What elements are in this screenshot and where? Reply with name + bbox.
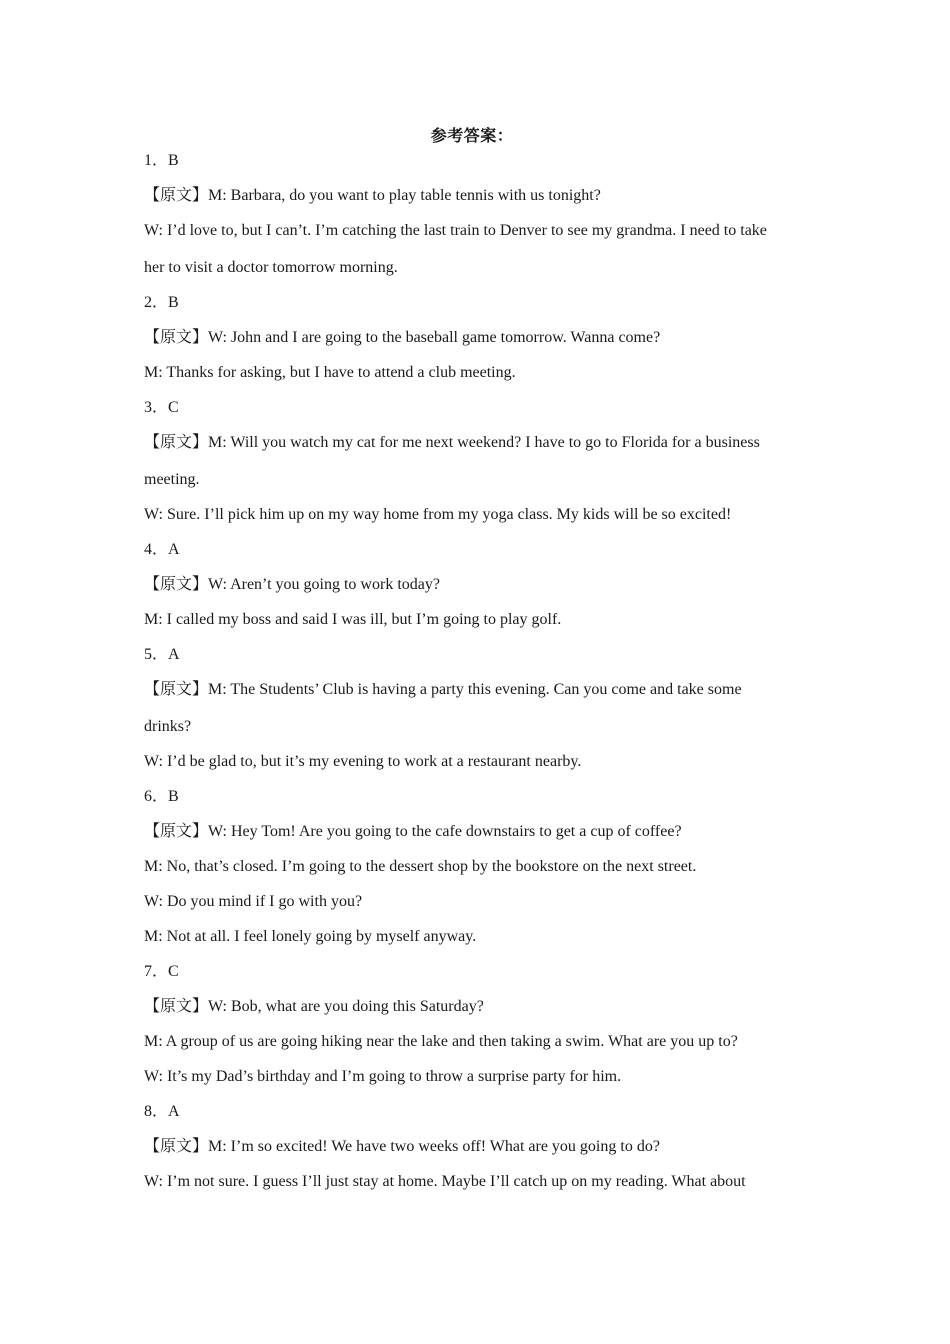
transcript-line: M: Not at all. I feel lonely going by myself anyway. bbox=[144, 928, 477, 945]
transcript-line: W: I’d be glad to, but it’s my evening to work at a restaurant nearby. bbox=[144, 753, 582, 770]
transcript-line: drinks? bbox=[144, 718, 192, 735]
answer-list bbox=[144, 150, 804, 1193]
answer-4: 4．A bbox=[144, 541, 180, 558]
answer-3: 3．C bbox=[144, 399, 179, 416]
transcript-line: 【原文】M: I’m so excited! We have two weeks off! What are you going to do? bbox=[144, 1138, 660, 1155]
answer-6: 6．B bbox=[144, 788, 179, 805]
transcript-line: 【原文】M: Will you watch my cat for me next weekend? I have to go to Florida for a business bbox=[144, 434, 760, 451]
transcript-line: M: No, that’s closed. I’m going to the dessert shop by the bookstore on the next street. bbox=[144, 858, 697, 875]
transcript-line: W: Sure. I’ll pick him up on my way home from my yoga class. My kids will be so excited! bbox=[144, 506, 732, 523]
transcript-line: M: A group of us are going hiking near the lake and then taking a swim. What are you up to? bbox=[144, 1033, 738, 1050]
transcript-line: 【原文】M: The Students’ Club is having a party this evening. Can you come and take some bbox=[144, 681, 742, 698]
page-title: 参考答案： bbox=[430, 128, 514, 145]
transcript-line: 【原文】W: Bob, what are you doing this Saturday? bbox=[144, 998, 484, 1015]
transcript-line: meeting. bbox=[144, 471, 200, 488]
transcript-line: M: Thanks for asking, but I have to attend a club meeting. bbox=[144, 364, 516, 381]
transcript-line: W: I’d love to, but I can’t. I’m catching the last train to Denver to see my grandma. I need to take bbox=[144, 222, 767, 239]
transcript-line: 【原文】M: Barbara, do you want to play table tennis with us tonight? bbox=[144, 187, 601, 204]
transcript-line: 【原文】W: Hey Tom! Are you going to the cafe downstairs to get a cup of coffee? bbox=[144, 823, 682, 840]
answer-8: 8．A bbox=[144, 1103, 180, 1120]
transcript-line: W: I’m not sure. I guess I’ll just stay at home. Maybe I’ll catch up on my reading. What about bbox=[144, 1173, 746, 1190]
answer-5: 5．A bbox=[144, 646, 180, 663]
answer-7: 7．C bbox=[144, 963, 179, 980]
transcript-line: her to visit a doctor tomorrow morning. bbox=[144, 259, 398, 276]
transcript-line: W: It’s my Dad’s birthday and I’m going to throw a surprise party for him. bbox=[144, 1068, 622, 1085]
transcript-line: 【原文】W: Aren’t you going to work today? bbox=[144, 576, 440, 593]
answer-2: 2．B bbox=[144, 294, 179, 311]
answer-1: 1．B bbox=[144, 152, 179, 169]
transcript-line: W: Do you mind if I go with you? bbox=[144, 893, 363, 910]
transcript-line: 【原文】W: John and I are going to the baseball game tomorrow. Wanna come? bbox=[144, 329, 661, 346]
transcript-line: M: I called my boss and said I was ill, but I’m going to play golf. bbox=[144, 611, 562, 628]
